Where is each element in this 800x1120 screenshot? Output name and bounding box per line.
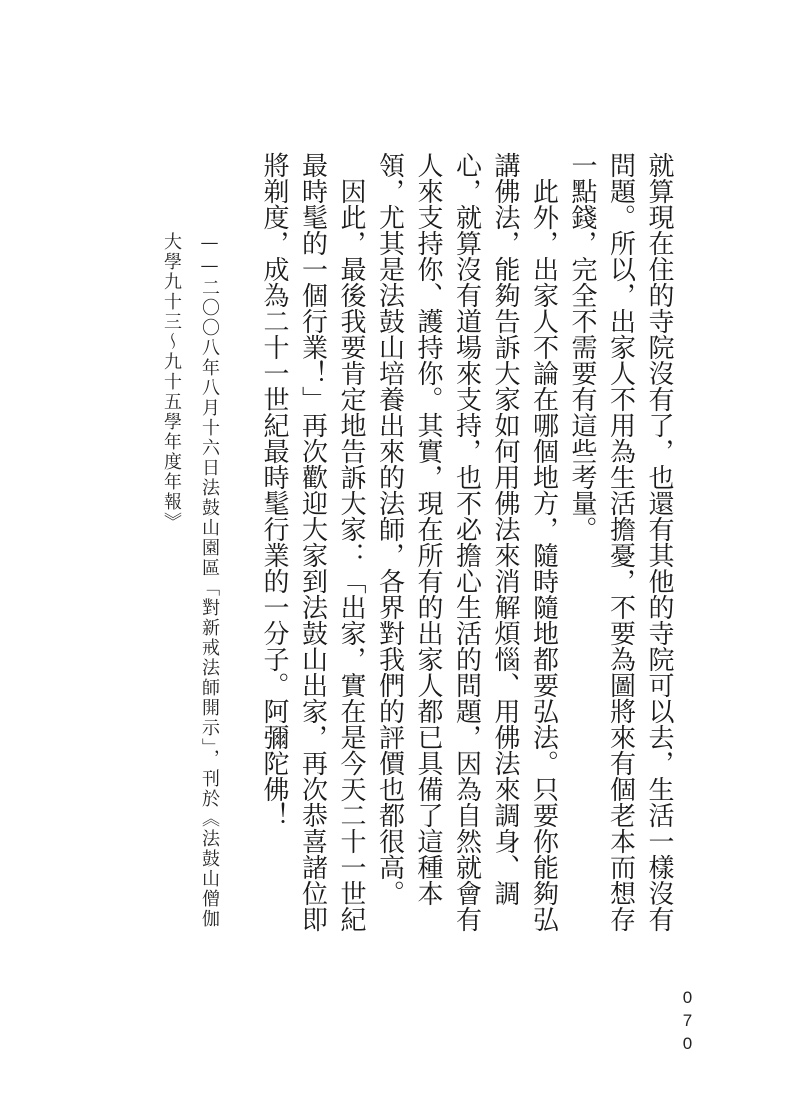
- paragraph-2: 此外，出家人不論在哪個地方，隨時隨地都要弘法。只要你能夠弘講佛法，能夠告訴大家如何用佛法來消解煩惱、用佛法來調身、調心，就算沒有道場來支持，也不必擔心生活的問題，因為自然就會有人來支持你、護持你。其實，現在所有的出家人都已具備了這種本領，尤其是法鼓山培養出來的法師，各界對我們的評價也都很高。: [374, 152, 559, 932]
- source-citation: [152, 232, 228, 992]
- paragraph-1: 就算現在住的寺院沒有了，也還有其他的寺院可以去，生活一樣沒有問題。所以，出家人不用為生活擔憂，不要為圖將來有個老本而想存一點錢，完全不需要有這些考量。: [567, 152, 674, 932]
- source-citation-line-1: ——二〇〇八年八月十六日法鼓山園區「對新戒法師開示」，刊於《法鼓山僧伽: [199, 232, 220, 929]
- page-number: 070: [678, 988, 697, 1057]
- main-text-column-block: [255, 152, 679, 932]
- paragraph-3: 因此，最後我要肯定地告訴大家：「出家，實在是今天二十一世紀最時髦的一個行業！」再次歡迎大家到法鼓山出家，再次恭喜諸位即將剃度，成為二十一世紀最時髦行業的一分子。阿彌陀佛！: [259, 152, 366, 932]
- source-citation-line-2: 大學九十三～九十五學年度年報》: [161, 232, 182, 532]
